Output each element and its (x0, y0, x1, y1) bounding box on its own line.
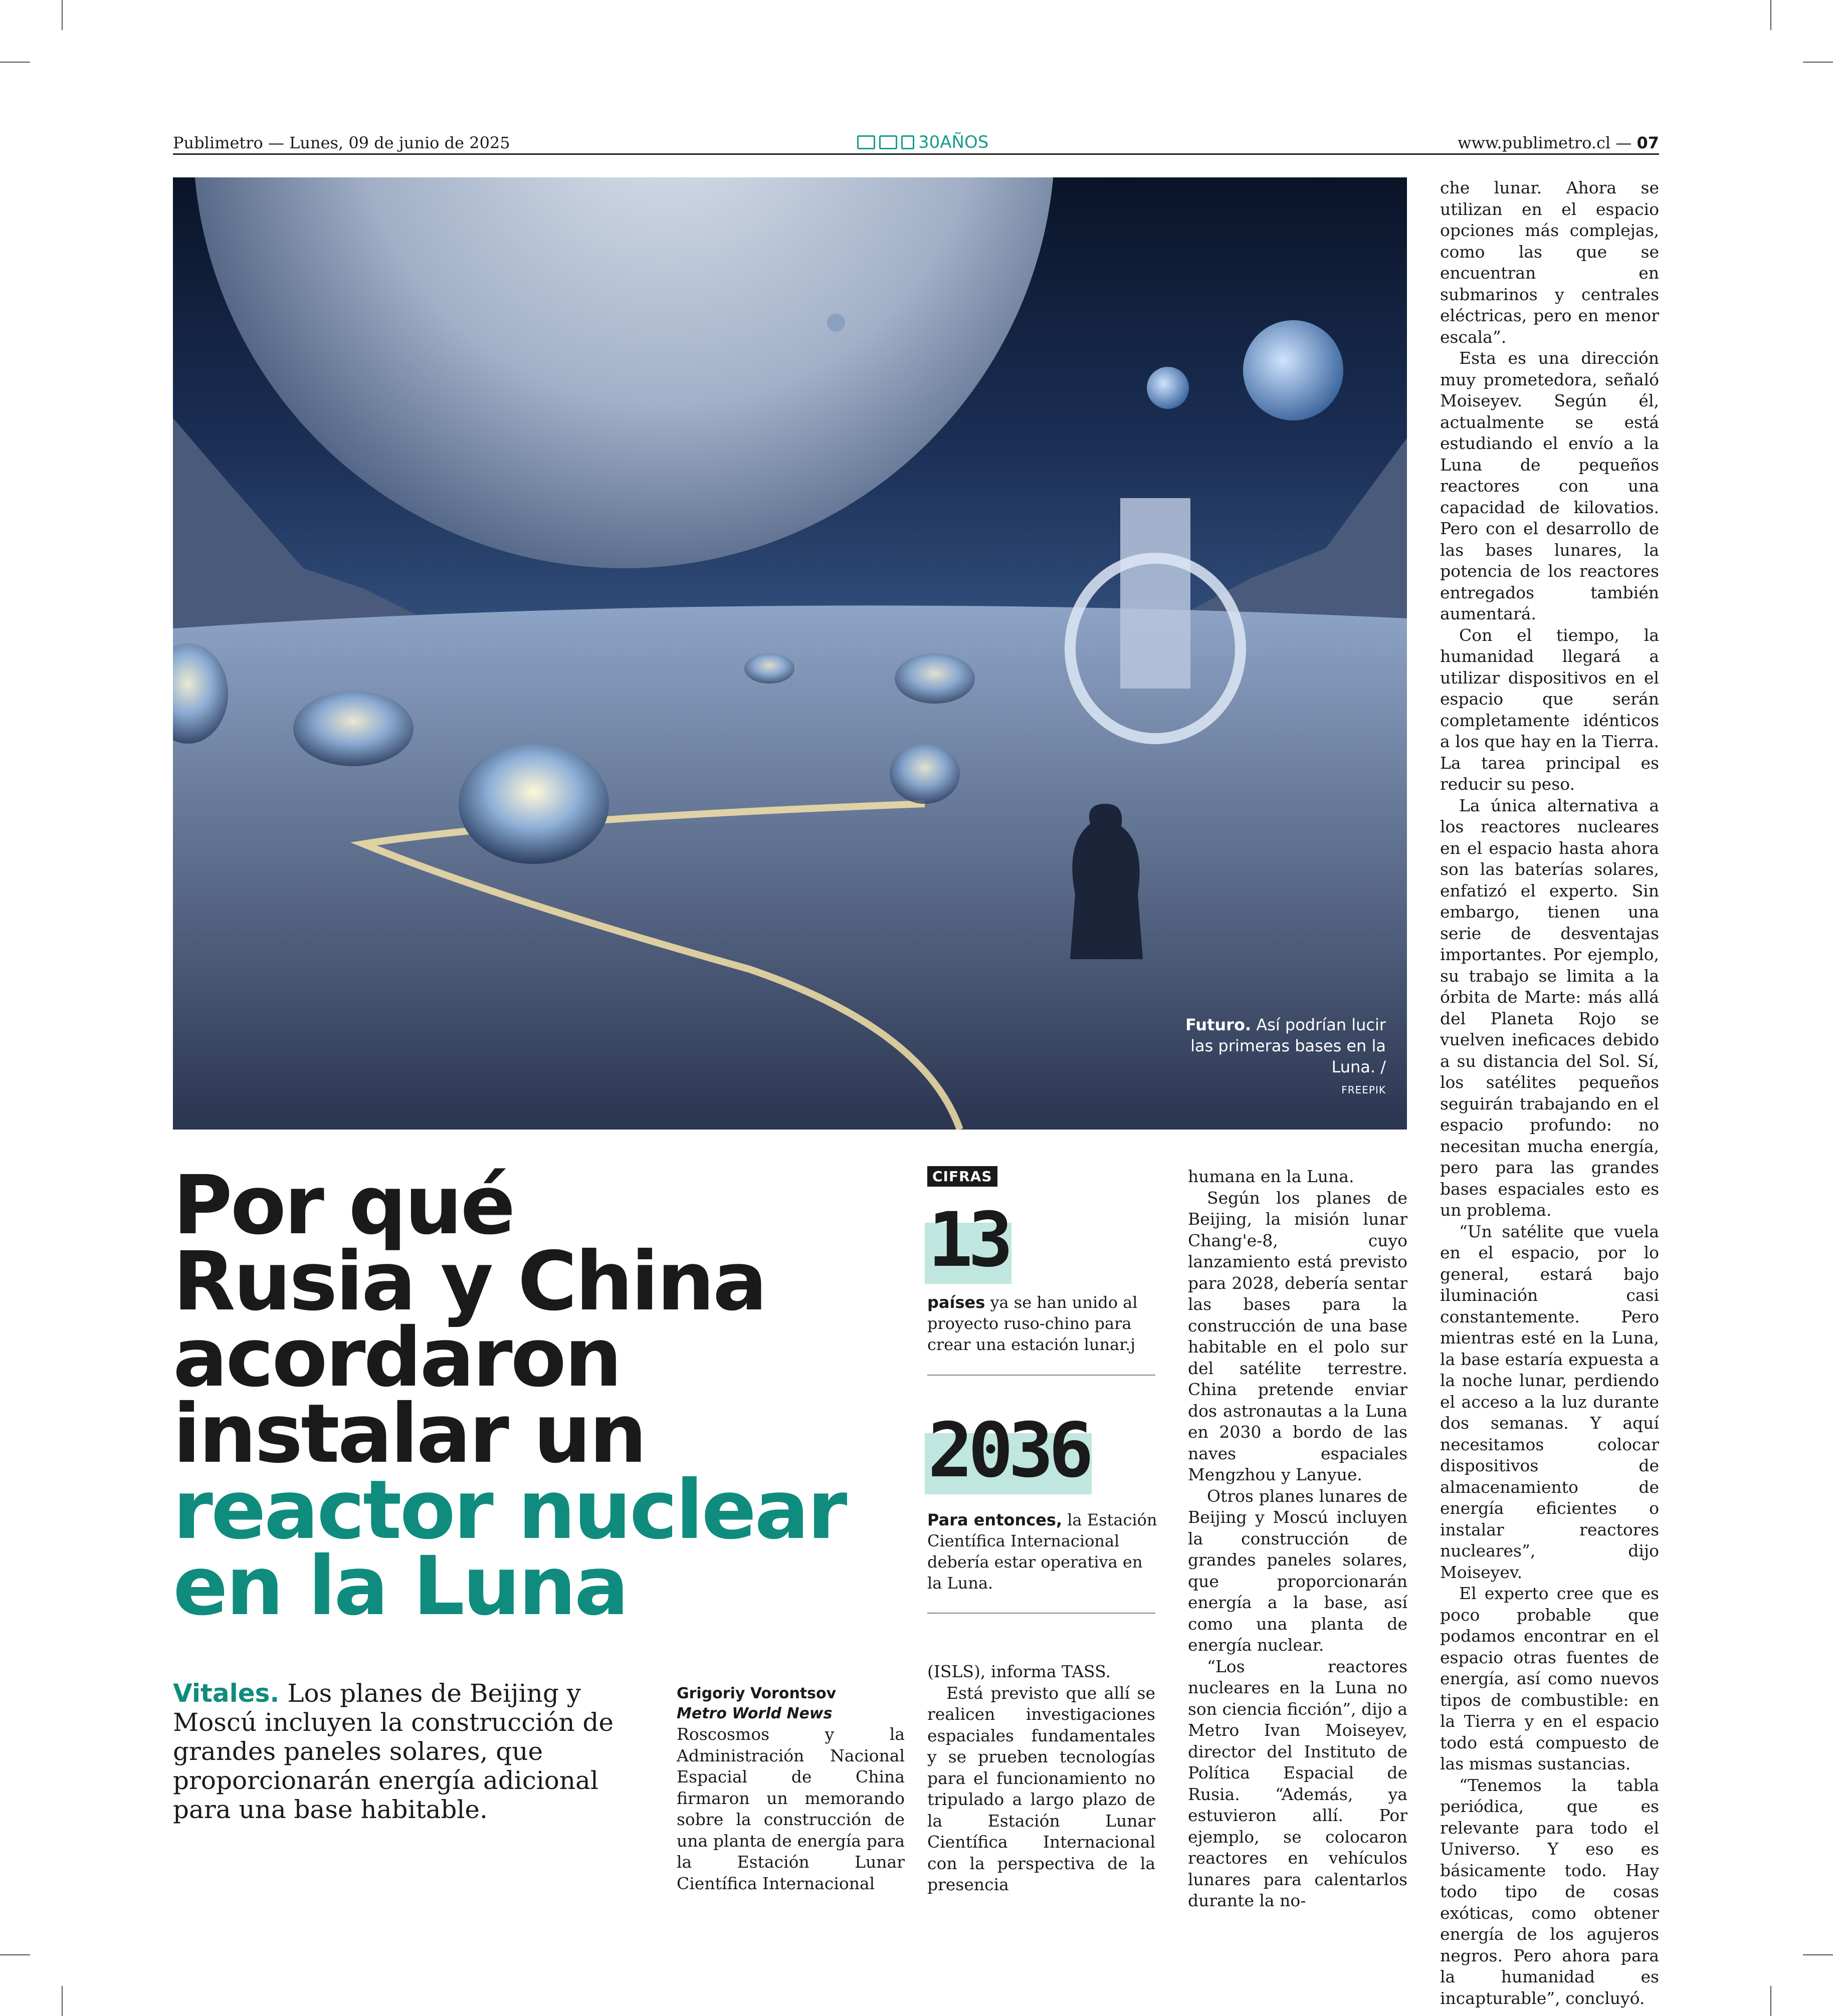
headline (173, 1159, 910, 1634)
stat-description (927, 1509, 1158, 1594)
crop-mark (0, 1954, 30, 1955)
newspaper-icon (857, 135, 875, 149)
body-paragraph: Esta es una dirección muy prometedora, señaló Moiseyev. Según él, actualmente se está estudiando el envío a la Luna de pequeños reactores con una capacidad de kilovatios. Pero con el desarrollo de las bases lunares, la potencia de los reactores entregados también aumentará. (1440, 348, 1659, 623)
caption-text: Así podrían lucir las primeras bases en la Luna. / (1190, 1015, 1386, 1076)
stat-number: 2036 (925, 1407, 1092, 1494)
body-paragraph: “Un satélite que vuela en el espacio, por lo general, estará bajo iluminación casi constantemente. Pero mientras esté en la Luna, la base estaría expuesta a la noche lunar, perdiendo el acceso a la luz durante dos semanas. Y aquí necesitamos colocar dispositivos de almacenamiento de energía eficientes o instalar reactores nucleares”, dijo Moiseyev. (1440, 1221, 1659, 1582)
crop-mark (1770, 0, 1771, 30)
lunar-base-illustration (173, 177, 1407, 1130)
body-paragraph: humana en la Luna. (1188, 1167, 1354, 1186)
header-site (1458, 133, 1659, 152)
article-column-3 (1188, 1166, 1407, 1912)
body-paragraph: Está previsto que allí se realicen investigaciones espaciales fundamentales y se prueben tecnologías para el funcionamiento no tripulado a largo plazo de la Estación Lunar Científica Internacional con la perspectiva de la presencia (927, 1683, 1155, 1894)
body-paragraph: che lunar. Ahora se utilizan en el espacio opciones más complejas, como las que se encuentran en submarinos y centrales eléctricas, pero en menor escala”. (1440, 178, 1659, 347)
anniversary-logo (857, 132, 988, 152)
tower (1120, 498, 1190, 689)
divider (927, 1613, 1155, 1614)
crop-mark (1803, 1954, 1833, 1955)
stat-description (927, 1292, 1158, 1355)
planet-tiny (827, 314, 845, 332)
byline-author: Grigoriy Vorontsov (677, 1685, 837, 1702)
headline-accent: reactor nuclear (173, 1463, 846, 1557)
article-column-1 (677, 1684, 905, 1894)
body-paragraph: “Los reactores nucleares en la Luna no son ciencia ficción”, dijo a Metro Ivan Moiseyev, director del Instituto de Política Espacial de Rusia. “Además, ya estuvieron allí. Por ejemplo, se colocaron reactores en vehículos lunares para calentarlos durante la no- (1188, 1656, 1408, 1910)
anniversary-label: 30AÑOS (918, 132, 989, 152)
lead-text: Los planes de Beijing y Moscú incluyen la construcción de grandes paneles solares, que proporcionarán energía adicional para una base habitable. (173, 1679, 614, 1824)
body-paragraph: Roscosmos y la Administración Nacional Espacial de China firmaron un memorando sobre la construcción de una planta de energía para la Estación Lunar Científica Internacional (677, 1724, 905, 1893)
dome-left (293, 691, 414, 766)
phone-icon (901, 135, 914, 149)
article-column-4 (1440, 177, 1659, 2009)
stat-bold: Para entonces, (927, 1510, 1063, 1529)
byline-org: Metro World News (677, 1705, 833, 1722)
headline-line: instalar un (173, 1387, 645, 1481)
dome-back (744, 653, 794, 684)
crop-mark (62, 1986, 63, 2016)
lead-bold: Vitales. (173, 1679, 280, 1708)
crop-mark (1770, 1986, 1771, 2016)
caption-bold: Futuro. (1185, 1015, 1252, 1034)
laptop-icon (879, 135, 897, 149)
giant-moon (193, 177, 1055, 568)
stat-text: ya se han unido al proyecto ruso-chino para crear una estación lunar.j (927, 1293, 1138, 1354)
cifras-tag: CIFRAS (927, 1166, 997, 1187)
site-url: www.publimetro.cl — (1458, 133, 1632, 152)
body-paragraph: Según los planes de Beijing, la misión lunar Chang'e-8, cuyo lanzamiento está previsto para 2028, debería sentar las bases para la construcción de una base habitable en el polo sur del satélite terrestre. China pretende enviar dos astronautas a la Luna en 2030 a bordo de las naves espaciales Mengzhou y Lanyue. (1188, 1188, 1407, 1484)
page-number: 07 (1637, 133, 1659, 152)
hero-image (173, 177, 1407, 1130)
stat-bold: países (927, 1293, 985, 1312)
headline-line: acordaron (173, 1311, 621, 1405)
photo-credit: FREEPIK (1341, 1084, 1386, 1096)
image-caption (1185, 1014, 1386, 1100)
headline-line: Por qué (173, 1159, 514, 1253)
headline-line: Rusia y China (173, 1235, 766, 1329)
planet-small (1147, 367, 1189, 409)
body-paragraph: Otros planes lunares de Beijing y Moscú incluyen la construcción de grandes paneles solares, que proporcionarán energía a la base, así como una planta de energía nuclear. (1188, 1486, 1407, 1655)
crop-mark (0, 62, 30, 63)
stat-text: la Estación Científica Internacional debería estar operativa en la Luna. (927, 1510, 1157, 1593)
article-column-2 (927, 1661, 1155, 1896)
crop-mark (1803, 62, 1833, 63)
body-paragraph: Con el tiempo, la humanidad llegará a utilizar dispositivos en el espacio que serán completamente idénticos a los que hay en la Tierra. La tarea principal es reducir su peso. (1440, 625, 1659, 794)
dome-main (459, 744, 609, 864)
divider (927, 1375, 1155, 1376)
page-header (173, 131, 1659, 155)
planet-large (1243, 320, 1343, 420)
stat-number: 13 (925, 1197, 1011, 1284)
lead-paragraph (173, 1679, 659, 1824)
header-date: Publimetro — Lunes, 09 de junio de 2025 (173, 133, 510, 152)
stat-number-2036 (925, 1407, 1092, 1494)
dome-far (895, 653, 975, 704)
stat-number-13 (925, 1197, 1011, 1284)
body-paragraph: El experto cree que es poco probable que podamos encontrar en el espacio otras fuentes de energía, así como nuevos tipos de combustible: en la Tierra y en el espacio todo está compuesto de las mismas sustancias. (1440, 1584, 1659, 1773)
body-paragraph: La única alternativa a los reactores nucleares en el espacio hasta ahora son las baterías solares, enfatizó el experto. Sin embargo, tienen una serie de desventajas importantes. Por ejemplo, su trabajo se limita a la órbita de Marte: más allá del Planeta Rojo se vuelven ineficaces debido a su distancia del Sol. Sí, los satélites pequeños seguirán trabajando en el espacio profundo: no necesitan mucha energía, pero para las grandes bases espaciales esto es un problema. (1440, 795, 1659, 1220)
headline-accent: en la Luna (173, 1539, 628, 1634)
crop-mark (62, 0, 63, 30)
body-paragraph: “Tenemos la tabla periódica, que es relevante para todo el Universo. Y eso es básicamente todo. Hay todo tipo de cosas exóticas, como obtener energía de los agujeros negros. Pero ahora para la humanidad es incapturable”, concluyó. (1440, 1775, 1659, 2008)
body-paragraph: (ISLS), informa TASS. (927, 1662, 1111, 1681)
dome-mid (890, 744, 960, 804)
